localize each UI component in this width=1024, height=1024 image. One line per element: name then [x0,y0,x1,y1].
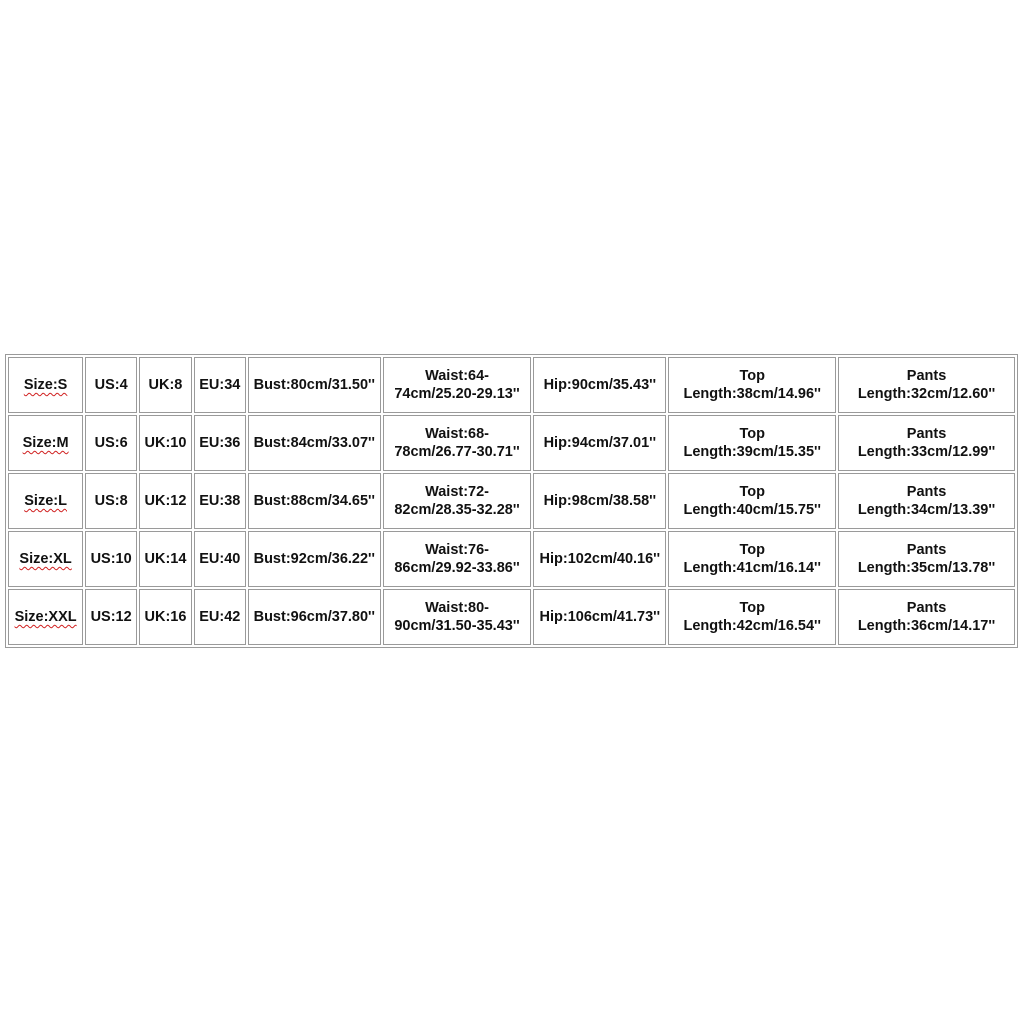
eu-size-cell: EU:40 [194,531,246,587]
top-length-line-1: Top [739,600,765,616]
table-row [8,357,1015,413]
eu-size-cell: EU:38 [194,473,246,529]
size-label: Size:XL [19,551,72,567]
top-length-cell [668,415,836,471]
eu-size-cell: EU:42 [194,589,246,645]
top-length-line-2: Length:41cm/16.14'' [683,560,821,576]
size-label: Size:XXL [14,609,77,625]
uk-size-cell: UK:12 [139,473,192,529]
pants-length-line-1: Pants [906,426,947,442]
bust-cell: Bust:92cm/36.22'' [248,531,381,587]
us-size-cell: US:10 [85,531,137,587]
waist-cell [383,415,531,471]
waist-line-2: 86cm/29.92-33.86'' [394,560,520,576]
waist-cell [383,473,531,529]
pants-length-cell [838,473,1015,529]
bust-cell: Bust:84cm/33.07'' [248,415,381,471]
us-size-cell: US:12 [85,589,137,645]
size-label: Size:L [24,493,67,509]
size-cell [8,473,83,529]
waist-cell [383,589,531,645]
waist-cell [383,357,531,413]
waist-cell [383,531,531,587]
uk-size-cell: UK:16 [139,589,192,645]
waist-line-1: Waist:64- [425,368,489,384]
pants-length-line-1: Pants [906,600,947,616]
table-row [8,589,1015,645]
size-label: Size:S [23,377,68,393]
eu-size-cell: EU:34 [194,357,246,413]
uk-size-cell: UK:14 [139,531,192,587]
top-length-cell [668,589,836,645]
hip-cell: Hip:98cm/38.58'' [533,473,666,529]
pants-length-line-2: Length:34cm/13.39'' [857,502,996,518]
size-cell [8,357,83,413]
waist-line-1: Waist:68- [425,426,489,442]
top-length-line-1: Top [739,484,765,500]
hip-cell: Hip:94cm/37.01'' [533,415,666,471]
top-length-line-2: Length:40cm/15.75'' [683,502,821,518]
pants-length-line-2: Length:36cm/14.17'' [857,618,996,634]
top-length-line-1: Top [739,368,765,384]
hip-cell: Hip:90cm/35.43'' [533,357,666,413]
waist-line-1: Waist:76- [425,542,489,558]
size-cell [8,415,83,471]
waist-line-2: 90cm/31.50-35.43'' [394,618,520,634]
pants-length-cell [838,589,1015,645]
us-size-cell: US:6 [85,415,137,471]
waist-line-1: Waist:80- [425,600,489,616]
table-row [8,531,1015,587]
pants-length-line-1: Pants [906,484,947,500]
us-size-cell: US:8 [85,473,137,529]
pants-length-line-1: Pants [906,542,947,558]
size-label: Size:M [22,435,69,451]
pants-length-line-2: Length:32cm/12.60'' [857,386,996,402]
pants-length-line-2: Length:35cm/13.78'' [857,560,996,576]
pants-length-line-1: Pants [906,368,947,384]
table-row [8,415,1015,471]
uk-size-cell: UK:10 [139,415,192,471]
pants-length-cell [838,357,1015,413]
bust-cell: Bust:88cm/34.65'' [248,473,381,529]
top-length-line-2: Length:42cm/16.54'' [683,618,821,634]
top-length-cell [668,357,836,413]
pants-length-cell [838,415,1015,471]
top-length-line-1: Top [739,426,765,442]
top-length-line-2: Length:38cm/14.96'' [683,386,821,402]
hip-cell: Hip:106cm/41.73'' [533,589,666,645]
waist-line-2: 82cm/28.35-32.28'' [394,502,520,518]
pants-length-line-2: Length:33cm/12.99'' [857,444,996,460]
eu-size-cell: EU:36 [194,415,246,471]
us-size-cell: US:4 [85,357,137,413]
top-length-line-1: Top [739,542,765,558]
waist-line-2: 74cm/25.20-29.13'' [394,386,520,402]
waist-line-2: 78cm/26.77-30.71'' [394,444,520,460]
size-chart-body [8,357,1015,645]
pants-length-cell [838,531,1015,587]
uk-size-cell: UK:8 [139,357,192,413]
bust-cell: Bust:80cm/31.50'' [248,357,381,413]
top-length-cell [668,473,836,529]
size-chart-table [5,354,1018,648]
hip-cell: Hip:102cm/40.16'' [533,531,666,587]
waist-line-1: Waist:72- [425,484,489,500]
top-length-line-2: Length:39cm/15.35'' [683,444,821,460]
table-row [8,473,1015,529]
top-length-cell [668,531,836,587]
size-cell [8,589,83,645]
size-cell [8,531,83,587]
bust-cell: Bust:96cm/37.80'' [248,589,381,645]
